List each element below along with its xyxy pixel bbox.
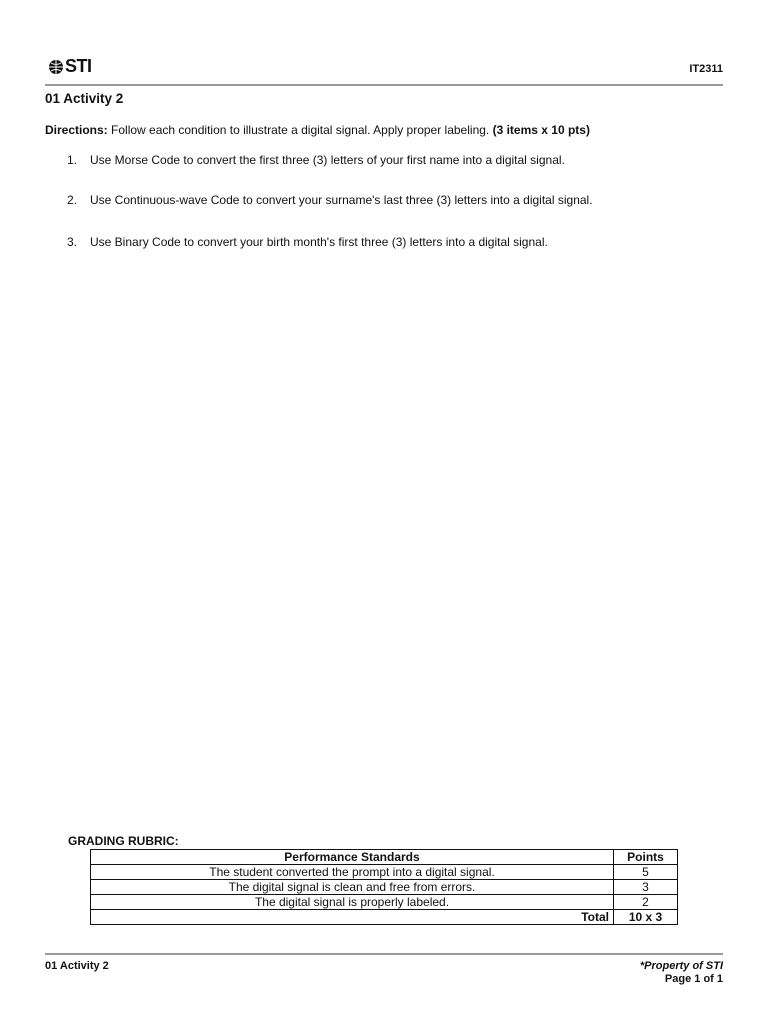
list-item xyxy=(67,193,593,207)
item-text: Use Continuous-wave Code to convert your surname's last three (3) letters into a digital signal. xyxy=(90,193,593,207)
table-row xyxy=(91,865,678,880)
standard-cell: The digital signal is properly labeled. xyxy=(91,895,614,910)
directions xyxy=(45,123,590,137)
total-value: 10 x 3 xyxy=(614,910,678,925)
footer-divider xyxy=(45,953,723,955)
standard-cell: The student converted the prompt into a digital signal. xyxy=(91,865,614,880)
table-header-row xyxy=(91,850,678,865)
logo-text: STI xyxy=(65,56,92,76)
globe-icon xyxy=(48,59,64,75)
total-row xyxy=(91,910,678,925)
footer-info xyxy=(640,960,723,986)
table-row xyxy=(91,895,678,910)
list-item xyxy=(67,153,565,167)
grading-rubric-table xyxy=(90,849,678,925)
header-divider xyxy=(45,84,723,86)
directions-text: Follow each condition to illustrate a digital signal. Apply proper labeling. xyxy=(107,123,493,137)
points-cell: 2 xyxy=(614,895,678,910)
rubric-label: GRADING RUBRIC: xyxy=(68,834,179,848)
directions-points: (3 items x 10 pts) xyxy=(492,123,590,137)
list-item xyxy=(67,235,548,249)
points-cell: 5 xyxy=(614,865,678,880)
column-header-points: Points xyxy=(614,850,678,865)
points-cell: 3 xyxy=(614,880,678,895)
column-header-standards: Performance Standards xyxy=(91,850,614,865)
item-number: 2. xyxy=(67,193,78,207)
item-number: 1. xyxy=(67,153,78,167)
total-label: Total xyxy=(91,910,614,925)
table-row xyxy=(91,880,678,895)
standard-cell: The digital signal is clean and free from errors. xyxy=(91,880,614,895)
course-code: IT2311 xyxy=(689,63,723,75)
item-text: Use Morse Code to convert the first three (3) letters of your first name into a digital signal. xyxy=(90,153,565,167)
directions-label: Directions: xyxy=(45,123,108,137)
item-text: Use Binary Code to convert your birth month's first three (3) letters into a digital signal. xyxy=(90,235,548,249)
page-number: Page 1 of 1 xyxy=(664,973,723,985)
document-title: 01 Activity 2 xyxy=(45,91,124,106)
sti-logo xyxy=(48,56,92,77)
item-number: 3. xyxy=(67,235,78,249)
property-notice: *Property of STI xyxy=(639,960,723,972)
footer-title: 01 Activity 2 xyxy=(45,960,109,972)
